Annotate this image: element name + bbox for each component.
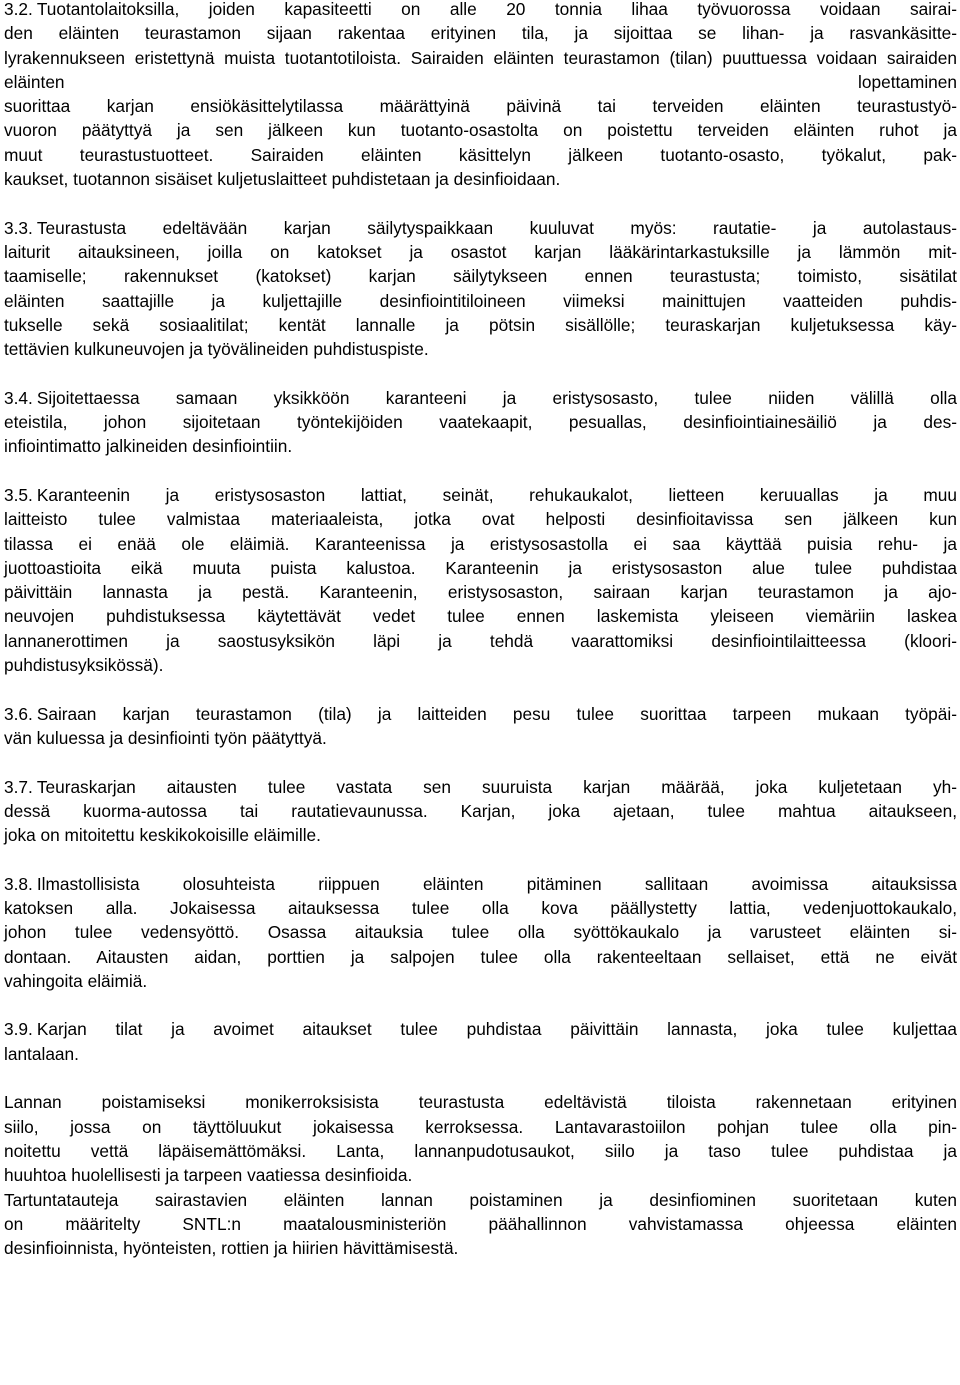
text-line: joka on mitoitettu keskikokoisille eläimille. [4,825,321,846]
paragraph-manure-removal [4,1090,957,1187]
text-line: on määritelty SNTL:n maatalousministeriön päähallinnon vahvistamassa ohjeessa eläinten [4,1213,957,1234]
text-line: kaukset, tuotannon sisäiset kuljetuslaitteet puhdistetaan ja desinfioidaan. [4,169,561,190]
text-line: tettävien kulkuneuvojen ja työvälineiden puhdistuspiste. [4,339,429,360]
text-line: laiturit aitauksineen, joilla on katokset ja osastot karjan lääkärintarkastuksille ja lämmön mit- [4,241,957,262]
text-line: dontaan. Aitausten aidan, porttien ja salpojen tulee olla rakenteeltaan sellaiset, että ne eivät [4,946,957,967]
text-line: taamiselle; rakennukset (katokset) karjan säilytykseen ennen teurastusta; toimisto, sisätilat [4,266,957,287]
text-line: lantalaan. [4,1043,79,1064]
paragraph-3-9 [4,1017,957,1066]
text-line: Sairaan karjan teurastamon (tila) ja laitteiden pesu tulee suorittaa tarpeen mukaan työpäi- [36,703,957,724]
paragraph-3-4 [4,386,957,459]
paragraph-3-2 [4,0,957,191]
text-line: Karjan tilat ja avoimet aitaukset tulee puhdistaa päivittäin lannasta, joka tulee kuljettaa [36,1019,957,1040]
text-line: noitettu vettä läpäisemättömäksi. Lanta, lannanpudotusaukot, siilo ja taso tulee puhdistaa ja [4,1140,957,1161]
text-line: Tartuntatauteja sairastavien eläinten lannan poistaminen ja desinfiominen suoritetaan kuten [4,1189,957,1210]
text-line: päivittäin lannasta ja pestä. Karanteenin, eristysosaston, sairaan karjan teurastamon ja ajo- [4,582,957,603]
section-number: 3.2. [4,0,33,19]
text-line: Ilmastollisista olosuhteista riippuen eläinten pitäminen sallitaan avoimissa aitauksissa [36,873,957,894]
paragraph-3-6 [4,702,957,751]
text-line: lannanerottimen ja saostusyksikön läpi ja tehdä vaarattomiksi desinfiointilaitteessa (kloori- [4,630,957,651]
text-line: Tuotantolaitoksilla, joiden kapasiteetti on alle 20 tonnia lihaa työvuorossa voidaan sairai- [36,0,957,19]
text-line: Lannan poistamiseksi monikerroksisista teurastusta edeltävistä tiloista rakennetaan erityinen [4,1092,957,1113]
section-number: 3.3. [4,217,33,238]
paragraph-3-3 [4,216,957,362]
text-line: juottoastioita eikä muuta puista kalustoa. Karanteenin ja eristysosaston alue tulee puhdistaa [4,557,957,578]
text-line: desinfioinnista, hyönteisten, rottien ja hiirien hävittämisestä. [4,1238,459,1259]
document-page [4,0,957,1260]
text-line: johon tulee vedensyöttö. Osassa aitauksia tulee olla syöttökaukalo ja varusteet eläinten si- [4,922,957,943]
text-line: vahingoita eläimiä. [4,970,148,991]
text-line: neuvojen puhdistuksessa käytettävät vedet tulee ennen laskemista yleiseen viemäriin laskea [4,606,957,627]
text-line: eteistila, johon sijoitetaan työntekijöiden vaatekaapit, pesuallas, desinfiointiainesäiliö ja des- [4,412,957,433]
text-line: Karanteenin ja eristysosaston lattiat, seinät, rehukaukalot, lietteen keruuallas ja muu [36,484,957,505]
text-line: tilassa ei enää ole eläimiä. Karanteenissa ja eristysosastolla ei saa käyttää puisia rehu- ja [4,533,957,554]
text-line: Teuraskarjan aitausten tulee vastata sen suuruista karjan määrää, joka kuljetetaan yh- [36,776,957,797]
paragraph-infected-animals [4,1188,957,1261]
text-line: katoksen alla. Jokaisessa aitauksessa tulee olla kova päällystetty lattia, vedenjuottokaukalo, [4,897,957,918]
section-number: 3.7. [4,776,33,797]
paragraph-3-8 [4,872,957,993]
text-line: muut teurastustuotteet. Sairaiden eläinten käsittelyn jälkeen tuotanto-osasto, työkalut, pak- [4,144,957,165]
text-line: infiointimatto jalkineiden desinfiointiin. [4,436,293,457]
text-line: vuoron päätyttyä ja sen jälkeen kun tuotanto-osastolta on poistettu terveiden eläinten ruhot ja [4,120,957,141]
text-line: Sijoitettaessa samaan yksikköön karanteeni ja eristysosasto, tulee niiden välillä olla [36,387,957,408]
paragraph-3-7 [4,775,957,848]
text-line: siilo, jossa on täyttöluukut jokaisessa kerroksessa. Lantavarastoiilon pohjan tulee olla pin- [4,1116,957,1137]
section-number: 3.9. [4,1019,33,1040]
text-line: vän kuluessa ja desinfiointi työn päätyttyä. [4,727,327,748]
section-number: 3.8. [4,873,33,894]
text-line: puhdistusyksikössä). [4,655,164,676]
text-line: suorittaa karjan ensiökäsittelytilassa määrättyinä päivinä tai terveiden eläinten teurastustyö- [4,96,957,117]
text-line: dessä kuorma-autossa tai rautatievaunussa. Karjan, joka ajetaan, tulee mahtua aitaukseen, [4,800,957,821]
section-number: 3.6. [4,703,33,724]
text-line: den eläinten teurastamon sijaan rakentaa erityinen tila, ja sijoittaa se lihan- ja rasvankäsitte- [4,23,957,44]
paragraph-3-5 [4,483,957,677]
text-line: tukselle sekä sosiaalitilat; kentät lannalle ja pötsin sisällölle; teuraskarjan kuljetuksessa käy- [4,314,957,335]
text-line: huuhtoa huolellisesti ja tarpeen vaatiessa desinfioida. [4,1165,413,1186]
text-line: Teurastusta edeltävään karjan säilytyspaikkaan kuuluvat myös: rautatie- ja autolastaus- [36,217,957,238]
text-line: eläinten saattajille ja kuljettajille desinfiointitiloineen viimeksi mainittujen vaatteiden puhdis- [4,290,957,311]
text-line: laitteisto tulee valmistaa materiaaleista, jotka ovat helposti desinfioitavissa sen jälkeen kun [4,509,957,530]
section-number: 3.4. [4,387,33,408]
section-number: 3.5. [4,484,33,505]
text-line: lyrakennukseen eristettynä muista tuotantotiloista. Sairaiden eläinten teurastamon (tilan) puuttuessa voidaan sairaiden eläinten lopettaminen [4,47,957,92]
